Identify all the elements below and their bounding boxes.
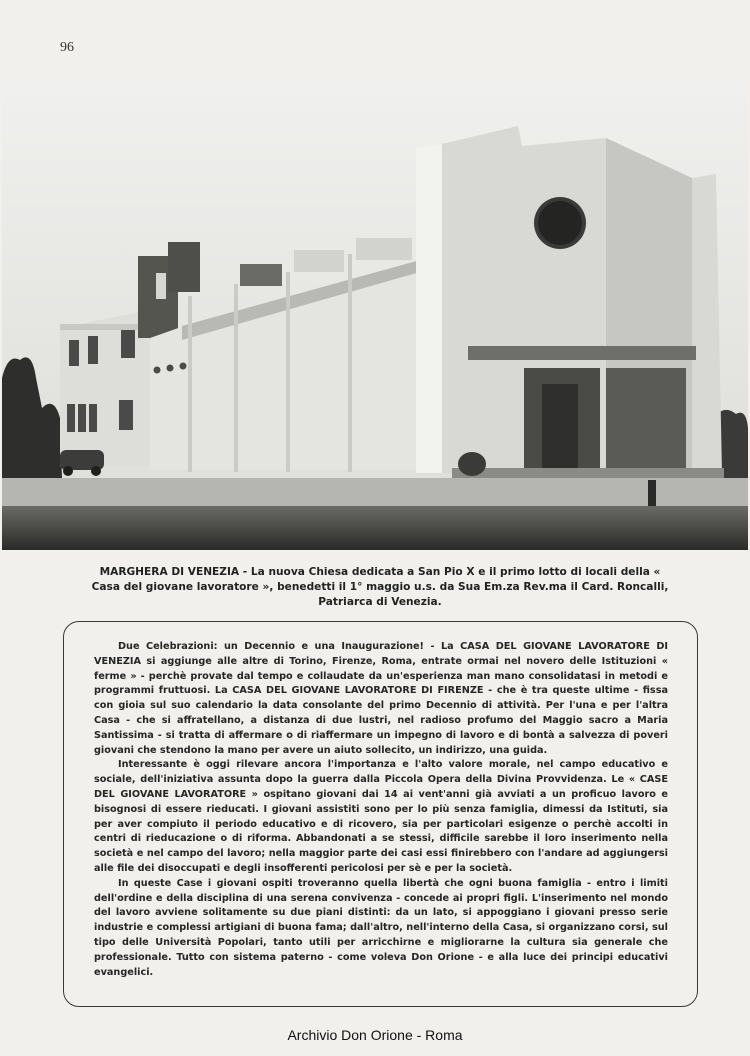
article-paragraph-1: Due Celebrazioni: un Decennio e una Inaugurazione! - La CASA DEL GIOVANE LAVORATORE DI VENEZIA si aggiunge alle altre di Torino, Firenze, Roma, entrate ormai nel novero delle Istituzioni « ferme » - perchè provate dal tempo e collaudate da un'esperienza man mano consolidatasi in metodi e programmi fruttuosi. La CASA DEL GIOVANE LAVORATORE DI FIRENZE - che è tra queste ultime - fissa con gioia sul suo calendario la data consolante del primo Decennio di attività. Per l'una e per l'altra Casa - che si affratellano, a distanza di due lustri, nel radioso profumo del Maggio sacro a Maria Santissima - si tratta di affermare o di riaffermare un impegno di lavoro e di bontà a salvezza di poveri giovani che stendono la mano per avere un aiuto sollecito, un indirizzo, una guida. [94,641,668,756]
photo-caption: MARGHERA DI VENEZIA - La nuova Chiesa dedicata a San Pio X e il primo lotto di locali della « Casa del giovane lavoratore », benedetti il 1° maggio u.s. da Sua Em.za Rev.ma il Card. Roncalli, Patriarca di Venezia. [91,566,669,608]
page-number: 96 [60,40,74,55]
church-building-image [2,78,748,550]
church-photograph [2,78,748,550]
article-paragraph-3: In queste Case i giovani ospiti troveranno quella libertà che ogni buona famiglia - entro i limiti dell'ordine e della disciplina di una serena convivenza - concede ai propri figli. L'inserimento nel mondo del lavoro avviene solitamente su due piani distinti: da un lato, si appoggiano i giovani presso serie industrie e complessi artigiani di buona fama; dall'altro, nell'interno della Casa, si organizzano corsi, sul tipo delle Università Popolari, tanto utili per arricchirne e migliorarne la cultura sia generale che professionale. Tutto con sistema paterno - come voleva Don Orione - e alla luce dei principi educativi evangelici. [94,877,668,978]
article-paragraph-2: Interessante è oggi rilevare ancora l'importanza e l'alto valore morale, nel campo educativo e sociale, dell'iniziativa assunta dopo la guerra dalla Piccola Opera della Divina Provvidenza. Le « CASE DEL GIOVANE LAVORATORE » ospitano giovani dai 14 ai vent'anni già avviati a un proficuo lavoro e bisognosi di essere rieducati. I giovani assistiti sono per lo più senza famiglia, dimessi da Istituti, sia per aver compiuto il periodo educativo e di ricovero, sia per particolari esigenze o perchè accolti in centri di rieducazione o di riforma. Abbandonati a se stessi, difficile sarebbe il loro inserimento nella società e nel campo del lavoro; nella maggior parte dei casi essi finirebbero con l'andare ad aggiungersi alle file dei disoccupati e degli insofferenti pericolosi per sè e per la società. [94,759,668,874]
article-body [94,640,668,980]
archive-footer: Archivio Don Orione - Roma [287,1027,463,1043]
